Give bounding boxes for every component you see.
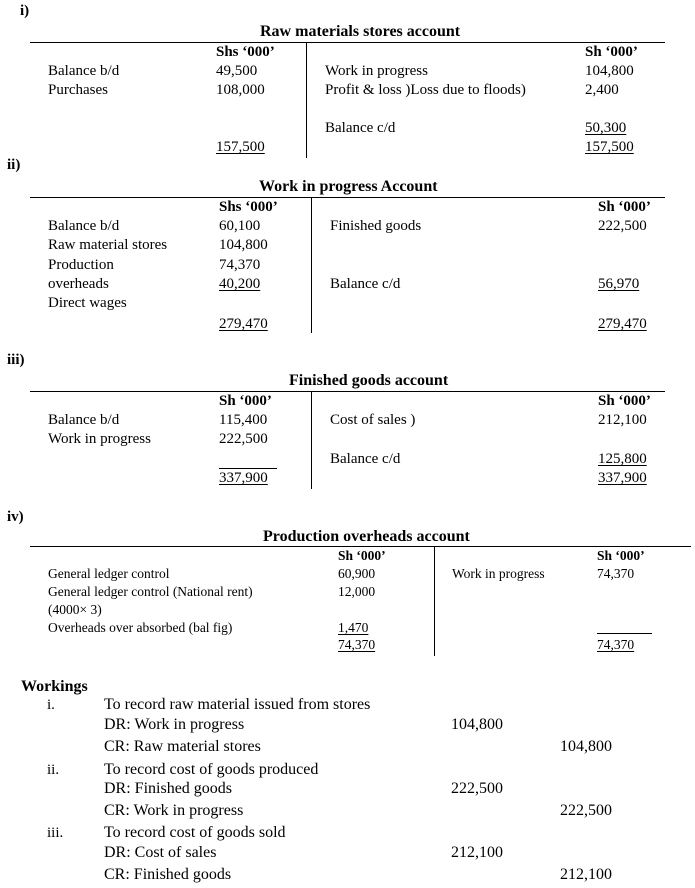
debit-row-value: 60,100 xyxy=(219,218,261,234)
debit-row-label: Balance b/d xyxy=(48,412,120,428)
working-description: To record cost of goods produced xyxy=(104,761,319,778)
working-description: To record cost of goods sold xyxy=(104,824,286,841)
debit-column-header: Shs ‘000’ xyxy=(219,199,278,215)
t-account-divider xyxy=(306,42,307,158)
credit-total: 74,370 xyxy=(597,637,635,652)
credit-row-label: Work in progress xyxy=(452,566,545,581)
journal-debit-value: 104,800 xyxy=(451,716,503,733)
credit-row-value: 2,400 xyxy=(585,82,619,98)
credit-row-value: 104,800 xyxy=(585,63,634,79)
t-account-top-rule xyxy=(30,546,691,547)
journal-debit-label: DR: Work in progress xyxy=(104,716,245,733)
debit-row-value: 12,000 xyxy=(338,584,376,599)
journal-credit-label: CR: Finished goods xyxy=(104,866,232,883)
t-account-divider xyxy=(311,197,312,333)
working-number: i. xyxy=(47,697,55,713)
debit-row-value: 115,400 xyxy=(219,412,268,428)
debit-row-label: Balance b/d xyxy=(48,218,120,234)
t-account-top-rule xyxy=(30,42,665,43)
t-account-divider xyxy=(311,391,312,489)
working-number: iii. xyxy=(47,825,64,841)
journal-credit-label: CR: Work in progress xyxy=(104,802,244,819)
credit-row-value: 56,970 xyxy=(598,276,640,292)
debit-row-label: General ledger control (National rent) xyxy=(48,584,253,599)
journal-debit-label: DR: Finished goods xyxy=(104,780,233,797)
debit-row-value: 1,470 xyxy=(338,620,369,635)
section-number: iii) xyxy=(7,352,25,368)
working-description: To record raw material issued from stores xyxy=(104,696,371,713)
credit-row-label: Finished goods xyxy=(330,218,422,234)
journal-debit-value: 212,100 xyxy=(451,844,503,861)
credit-total: 157,500 xyxy=(585,139,634,155)
debit-row-label: Production xyxy=(48,257,114,273)
credit-row-label: Balance c/d xyxy=(325,120,396,136)
account-title: Raw materials stores account xyxy=(260,23,461,40)
credit-row-label: Work in progress xyxy=(325,63,428,79)
account-title: Finished goods account xyxy=(289,372,449,389)
credit-row-value: 50,300 xyxy=(585,120,627,136)
debit-column-header: Sh ‘000’ xyxy=(219,393,272,409)
debit-row-label: Direct wages xyxy=(48,295,127,311)
debit-row-label: overheads xyxy=(48,276,109,292)
journal-credit-value: 212,100 xyxy=(560,866,612,883)
credit-column-header: Sh ‘000’ xyxy=(598,199,651,215)
t-account-top-rule xyxy=(30,197,665,198)
debit-row-value: 222,500 xyxy=(219,431,268,447)
credit-row-label: Profit & loss )Loss due to floods) xyxy=(325,82,526,98)
journal-credit-value: 222,500 xyxy=(560,802,612,819)
journal-debit-label: DR: Cost of sales xyxy=(104,844,217,861)
subtotal-rule xyxy=(597,633,652,634)
section-number: i) xyxy=(20,3,30,19)
debit-row-value: 104,800 xyxy=(219,237,268,253)
debit-row-label: Raw material stores xyxy=(48,237,168,253)
credit-column-header: Sh ‘000’ xyxy=(585,44,638,60)
credit-row-value: 212,100 xyxy=(598,412,647,428)
credit-column-header: Sh ‘000’ xyxy=(597,548,645,563)
debit-row-value: 49,500 xyxy=(216,63,258,79)
subtotal-rule xyxy=(219,468,277,469)
working-number: ii. xyxy=(47,762,60,778)
debit-total: 74,370 xyxy=(338,637,376,652)
credit-row-value: 222,500 xyxy=(598,218,647,234)
journal-debit-value: 222,500 xyxy=(451,780,503,797)
section-number: iv) xyxy=(7,509,24,525)
credit-row-label: Balance c/d xyxy=(330,451,401,467)
debit-row-value: 40,200 xyxy=(219,276,261,292)
debit-total: 157,500 xyxy=(216,139,265,155)
debit-row-label: Balance b/d xyxy=(48,63,120,79)
debit-total: 337,900 xyxy=(219,470,268,486)
credit-row-value: 74,370 xyxy=(597,566,635,581)
debit-row-label: (4000× 3) xyxy=(48,602,102,617)
credit-row-label: Balance c/d xyxy=(330,276,401,292)
credit-row-value: 125,800 xyxy=(598,451,647,467)
debit-row-label: Overheads over absorbed (bal fig) xyxy=(48,620,233,635)
journal-credit-label: CR: Raw material stores xyxy=(104,738,261,755)
debit-column-header: Sh ‘000’ xyxy=(338,548,386,563)
debit-row-value: 60,900 xyxy=(338,566,376,581)
debit-column-header: Shs ‘000’ xyxy=(216,44,275,60)
account-title: Work in progress Account xyxy=(259,178,438,195)
t-account-top-rule xyxy=(30,391,665,392)
t-account-divider xyxy=(434,546,435,656)
section-number: ii) xyxy=(7,157,21,173)
journal-credit-value: 104,800 xyxy=(560,738,612,755)
debit-row-label: General ledger control xyxy=(48,566,170,581)
credit-row-label: Cost of sales ) xyxy=(330,412,416,428)
debit-row-label: Purchases xyxy=(48,82,108,98)
debit-row-value: 108,000 xyxy=(216,82,265,98)
credit-total: 279,470 xyxy=(598,316,647,332)
debit-row-label: Work in progress xyxy=(48,431,151,447)
credit-column-header: Sh ‘000’ xyxy=(598,393,651,409)
debit-total: 279,470 xyxy=(219,316,268,332)
credit-total: 337,900 xyxy=(598,470,647,486)
debit-row-value: 74,370 xyxy=(219,257,261,273)
workings-title: Workings xyxy=(21,678,88,695)
account-title: Production overheads account xyxy=(263,528,470,545)
